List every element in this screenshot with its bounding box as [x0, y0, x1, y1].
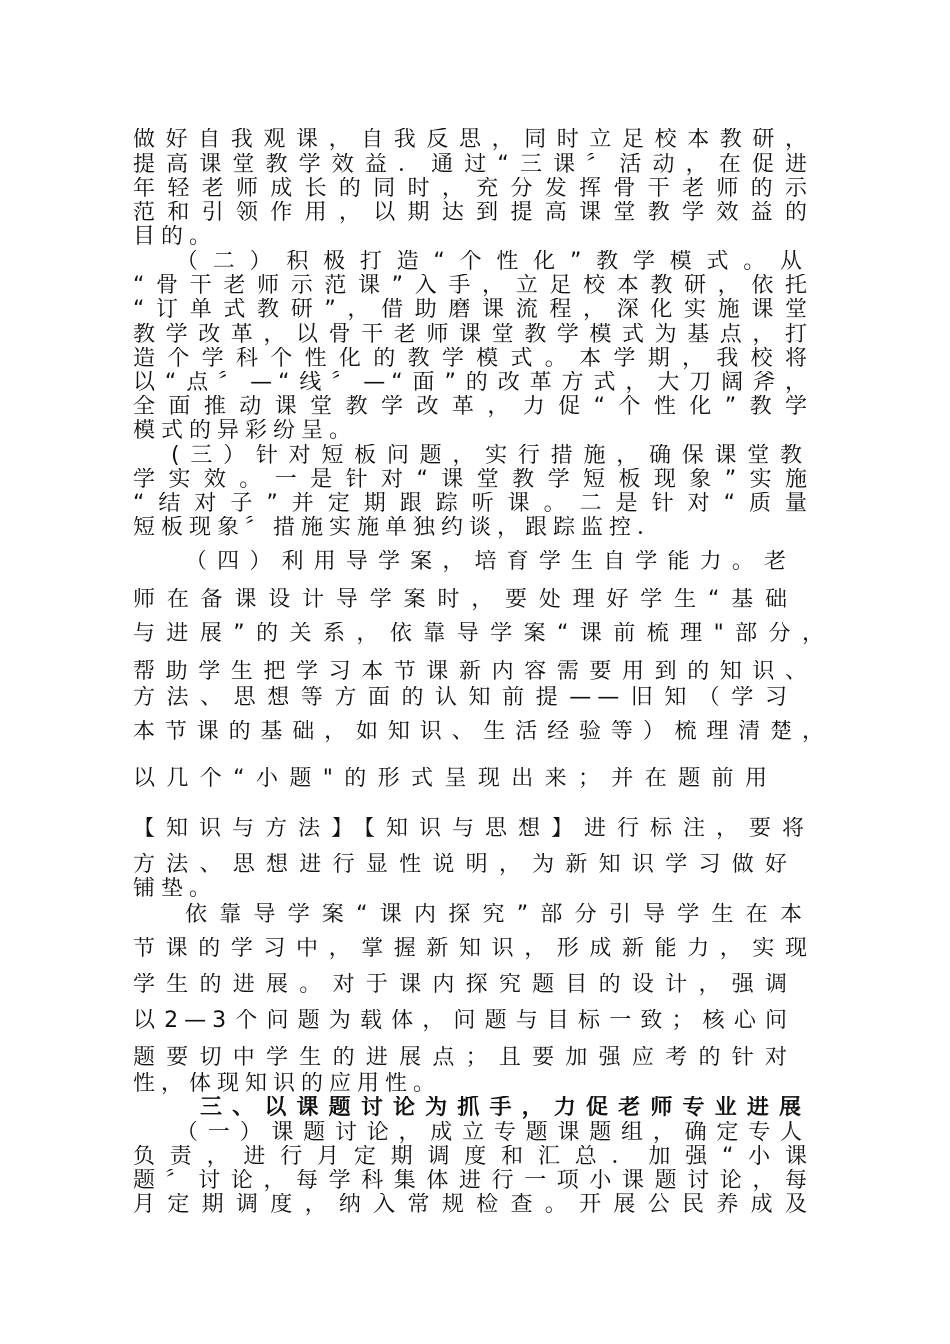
body-text-line: “订单式教研”，借助磨课流程，深化实施课堂: [133, 298, 813, 322]
section-item-one: （一）课题讨论，成立专题课题组，确定专人: [176, 1121, 808, 1145]
body-text-line: 负责，进行月定期调度和汇总．加强“小课: [133, 1145, 813, 1169]
body-text-line: 全面推动课堂教学改革，力促“个性化”教学: [133, 395, 813, 419]
body-text-line: 性，体现知识的应用性。: [133, 1072, 442, 1096]
body-text-line: 方法、思想进行显性说明，为新知识学习做好: [133, 853, 793, 877]
body-text-line: 学实效。一是针对“课堂教学短板现象”实施: [133, 468, 813, 492]
body-text-line: 本节课的基础，如知识、生活经验等）梳理清楚，: [133, 720, 830, 744]
body-text-line: 方法、思想等方面的认知前提——旧知（学习: [133, 686, 793, 710]
body-text-line: 与进展”的关系，依靠导学案“课前梳理"部分，: [133, 622, 830, 646]
body-text-line: 范和引领作用，以期达到提高课堂教学效益的: [133, 201, 813, 225]
body-text-line: 以“点〞—“线〞—“面”的改革方式，大刀阔斧，: [133, 371, 813, 395]
body-text-line: 做好自我观课，自我反思，同时立足校本教研，: [133, 128, 813, 152]
paragraph-first-line: 依靠导学案“课内探究”部分引导学生在本: [185, 903, 808, 927]
body-text-line: 短板现象〞措施实施单独约谈，跟踪监控．: [133, 516, 666, 540]
body-text-line: 节课的学习中，掌握新知识，形成新能力，实现: [133, 937, 813, 961]
body-text-line: 题要切中学生的进展点；且要加强应考的针对: [133, 1046, 793, 1070]
section-item-two: （二）积极打造“个性化”教学模式。从: [176, 250, 808, 274]
body-text-line: 帮助学生把学习本节课新内容需要用到的知识、: [133, 660, 813, 684]
body-text-line: 造个学科个性化的教学模式。本学期，我校将: [133, 347, 813, 371]
body-text-line: 以几个“小题"的形式呈现出来；并在题前用: [133, 767, 773, 791]
body-text-line: 以2—3个问题为载体，问题与目标一致；核心问: [133, 1009, 793, 1033]
body-text-line: 教学改革，以骨干老师课堂教学模式为基点，打: [133, 323, 813, 347]
section-item-three: (三）针对短板问题，实行措施，确保课堂教: [171, 444, 808, 468]
section-item-four: （四）利用导学案，培育学生自学能力。老: [185, 550, 792, 574]
body-text-line: 铺垫。: [133, 877, 218, 901]
body-text-line: “骨干老师示范课”入手，立足校本教研，依托: [133, 274, 813, 298]
body-text-line: 【知识与方法】【知识与思想】进行标注，要将: [133, 817, 810, 841]
body-text-line: 提高课堂教学效益．通过“三课〞活动，在促进: [133, 153, 813, 177]
body-text-line: 模式的异彩纷呈。: [133, 419, 358, 443]
body-text-line: 学生的进展。对于课内探究题目的设计，强调: [133, 973, 793, 997]
body-text-line: 题〞讨论，每学科集体进行一项小课题讨论，每: [133, 1169, 813, 1193]
section-heading-three: 三、以课题讨论为抓手，力促老师专业进展: [200, 1096, 808, 1120]
body-text-line: 年轻老师成长的同时，充分发挥骨干老师的示: [133, 177, 813, 201]
body-text-line: “结对子”并定期跟踪听课。二是针对“质量: [133, 492, 813, 516]
body-text-line: 目的。: [133, 225, 218, 249]
body-text-line: 师在备课设计导学案时，要处理好学生“基础: [133, 588, 793, 612]
body-text-line: 月定期调度，纳入常规检查。开展公民养成及: [133, 1193, 813, 1217]
